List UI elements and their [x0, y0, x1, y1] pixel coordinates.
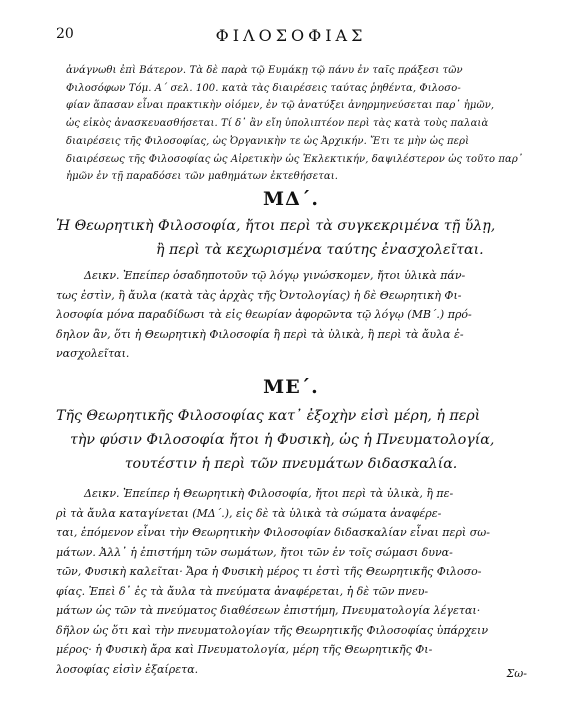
proof-line: τως ἐστὶν, ἢ ἄυλα (κατὰ τὰς ἀρχὰς τῆς Ὀντολογίας) ἡ δὲ Θεωρητικὴ Φι- [56, 288, 462, 302]
text-line: ὡς εἰκὸς ἀνασκευασθήσεται. Τί δ᾽ ἂν εἴη ὑπολιπτέον περὶ τὰς κατὰ τοὺς παλαιὰ [66, 118, 489, 130]
catchword: Σω- [506, 667, 527, 680]
section-heading-44: ΜΔ΄. [263, 188, 319, 210]
proposition-line: Ἡ Θεωρητικὴ Φιλοσοφία, ἤτοι περὶ τὰ συγκεκριμένα τῇ ὕλῃ, [56, 218, 496, 234]
proof-line: ρὶ τὰ ἄυλα καταγίνεται (ΜΔ΄.), εἰς δὲ τὰ ὑλικὰ τὰ σώματα ἀναφέρε- [56, 506, 442, 520]
proof-line: φίας. Ἐπεὶ δ᾽ ἐς τὰ ἄυλα τὰ πνεύματα ἀναφέρεται, ἡ δὲ τῶν πνευ- [56, 584, 429, 598]
proposition-45 [56, 404, 526, 476]
proof-line: Δεικν. Ἐπείπερ ὁσαδηποτοῦν τῷ λόγῳ γινώσκομεν, ἤτοι ὑλικὰ πάν- [84, 269, 466, 282]
proof-line: νασχολεῖται. [56, 347, 130, 360]
proposition-44 [56, 214, 526, 262]
proposition-line: τουτέστιν ἡ περὶ τῶν πνευμάτων διδασκαλία. [124, 456, 458, 472]
text-line: διαιρέσεις τῆς Φιλοσοφίας, ὡς Ὀργανικὴν τε ὡς Ἀρχικήν. Ἔτι τε μὴν ὡς περὶ [66, 135, 470, 147]
section-heading-45: ΜΕ΄. [263, 376, 319, 398]
page-number: 20 [56, 26, 74, 42]
proof-line: τῶν, Φυσικὴ καλεῖται· Ἄρα ἡ Φυσικὴ μέρος τι ἐστὶ τῆς Θεωρητικῆς Φιλοσο- [56, 565, 482, 578]
proof-line: Δεικν. Ἐπείπερ ἡ Θεωρητικὴ Φιλοσοφία, ἤτοι περὶ τὰ ὑλικὰ, ἢ πε- [84, 487, 454, 500]
proof-line: δηλον ἂν, ὅτι ἡ Θεωρητικὴ Φιλοσοφία ἢ περὶ τὰ ὑλικὰ, ἢ περὶ τὰ ἄυλα ἐ- [56, 327, 464, 341]
proof-line: μέρος· ἡ Φυσικὴ ἄρα καὶ Πνευματολογία, μέρη τῆς Θεωρητικῆς Φι- [56, 643, 433, 656]
proof-line: μάτων ὡς τῶν τὰ πνεύματος διαθέσεων ἐπιστήμη, Πνευματολογία λέγεται· [56, 604, 481, 617]
proof-line: ται, ἑπόμενον εἶναι τὴν Θεωρητικὴν Φιλοσοφίαν διδασκαλίαν εἶναι περὶ σω- [56, 526, 490, 539]
intro-paragraph [56, 62, 526, 186]
text-line: Φιλοσόφων Τόμ. Α΄ σελ. 100. κατὰ τὰς διαιρέσεις ταύτας ῥηθέντα, Φιλοσο- [66, 82, 461, 94]
proof-44 [56, 266, 526, 364]
text-line: διαιρέσεως τῆς Φιλοσοφίας ὡς Αἱρετικὴν ὡς Ἐκλεκτικήν, δαψιλέστερον ὡς τοῦτο παρ᾽ [66, 153, 523, 165]
proposition-line: τὴν φύσιν Φιλοσοφία ἤτοι ἡ Φυσικὴ, ὡς ἡ Πνευματολογία, [70, 432, 495, 448]
text-line: φίαν ἅπασαν εἶναι πρακτικὴν οἰόμεν, ἐν τῷ ἀνατύξει ἀνηρμηνεύσεται παρ᾽ ἡμῶν, [66, 100, 495, 112]
proof-line: λοσοφίας εἰσὶν ἐξαίρετα. [56, 662, 199, 676]
proposition-line: Τῆς Θεωρητικῆς Φιλοσοφίας κατ᾽ ἐξοχὴν εἰσὶ μέρη, ἡ περὶ [56, 408, 481, 424]
proof-line: δῆλον ὡς ὅτι καὶ τὴν πνευματολογίαν τῆς Θεωρητικῆς Φιλοσοφίας ὑπάρχειν [56, 623, 489, 637]
proposition-line: ἢ περὶ τὰ κεχωρισμένα ταύτης ἐνασχολεῖται. [156, 242, 484, 258]
page-header [56, 26, 526, 46]
running-title: ΦΙΛΟΣΟΦΙΑΣ [215, 26, 367, 45]
proof-45 [56, 484, 526, 679]
text-line: ἀνάγνωθι ἐπὶ Βάτερον. Τὰ δὲ παρὰ τῷ Ευμάκῃ τῷ πάνυ ἐν ταῖς πράξεσι τῶν [66, 65, 463, 76]
proof-line: μάτων. Ἀλλ᾽ ἡ ἐπιστήμη τῶν σωμάτων, ἤτοι τῶν ἐν τοῖς σώμασι δυνα- [56, 545, 453, 559]
proof-line: λοσοφία μόνα παραδίδωσι τὰ εἰς θεωρίαν ἀφορῶντα τῷ λόγῳ (ΜΒ΄.) πρό- [56, 308, 472, 321]
text-line: ἡμῶν ἐν τῇ παραδόσει τῶν μαθημάτων ἐκτεθήσεται. [66, 171, 339, 183]
